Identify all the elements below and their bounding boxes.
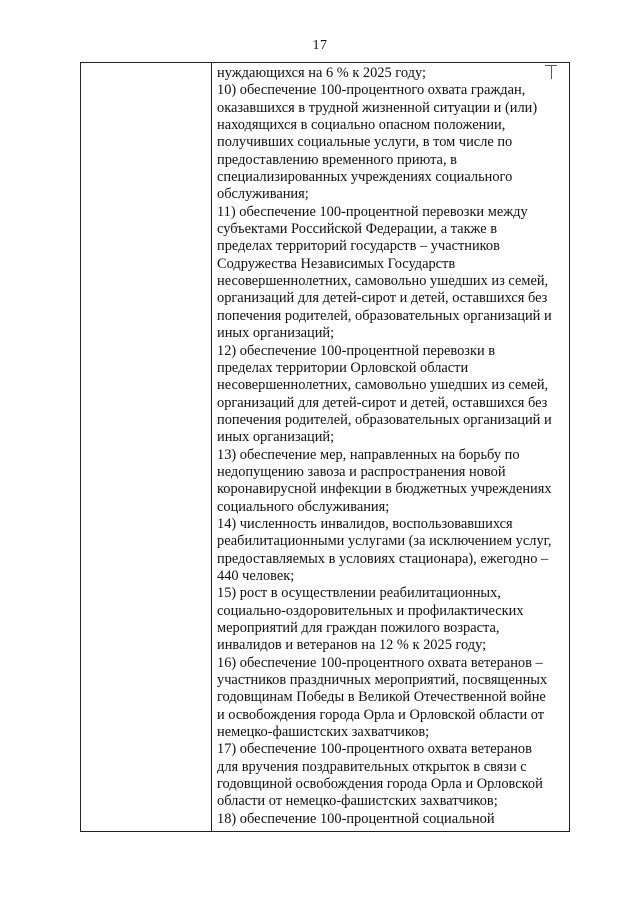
text-line: получивших социальные услуги, в том числе по: [217, 134, 513, 151]
text-line: социального обслуживания;: [217, 498, 390, 515]
text-line: мероприятий для граждан пожилого возраста,: [217, 620, 500, 636]
text-line: 18) обеспечение 100-процентной социальной: [217, 810, 495, 827]
text-line: 12) обеспечение 100-процентной перевозки в: [217, 342, 496, 359]
scan-mark: [545, 65, 557, 79]
text-line: иных организаций;: [217, 325, 335, 342]
text-line: области от немецко-фашистских захватчиков;: [217, 793, 498, 810]
text-line: 10) обеспечение 100-процентного охвата граждан,: [217, 82, 526, 99]
text-line: Содружества Независимых Государств: [217, 255, 456, 272]
table-right-column: [212, 63, 569, 831]
text-line: инвалидов и ветеранов на 12 % к 2025 году;: [217, 637, 487, 654]
text-line: несовершеннолетних, самовольно ушедших из семей,: [217, 273, 549, 290]
text-line: предоставляемых в условиях стационара), ежегодно –: [217, 550, 549, 567]
text-line: иных организаций;: [217, 429, 335, 446]
text-line: 13) обеспечение мер, направленных на борьбу по: [217, 446, 520, 463]
text-line: 14) численность инвалидов, воспользовавшихся: [217, 515, 513, 532]
document-table: [80, 62, 570, 832]
text-line: нуждающихся на 6 % к 2025 году;: [217, 65, 426, 81]
text-line: находящихся в социально опасном положении,: [217, 117, 506, 134]
text-line: недопущению завоза и распространения новой: [217, 463, 506, 480]
text-line: годовщиной освобождения города Орла и Орловской: [217, 776, 543, 793]
text-line: годовщинам Победы в Великой Отечественной войне: [217, 689, 546, 706]
text-line: пределах территории Орловской области: [217, 359, 469, 376]
text-line: 440 человек;: [217, 567, 295, 584]
text-line: организаций для детей-сирот и детей, оставшихся без: [217, 394, 548, 411]
text-line: попечения родителей, образовательных организаций и: [217, 411, 552, 428]
text-line: участников праздничных мероприятий, посвященных: [217, 672, 548, 689]
text-line: 11) обеспечение 100-процентной перевозки между: [217, 203, 528, 220]
text-line: оказавшихся в трудной жизненной ситуации и (или): [217, 99, 538, 116]
text-line: и освобождения города Орла и Орловской области от: [217, 706, 545, 723]
text-line: несовершеннолетних, самовольно ушедших из семей,: [217, 377, 549, 394]
text-line: попечения родителей, образовательных организаций и: [217, 307, 552, 324]
text-line: пределах территорий государств – участников: [217, 238, 500, 255]
text-line: субъектами Российской Федерации, а также в: [217, 221, 498, 238]
text-line: социально-оздоровительных и профилактических: [217, 602, 524, 619]
text-line: обслуживания;: [217, 186, 309, 203]
text-line: 16) обеспечение 100-процентного охвата ветеранов –: [217, 654, 543, 671]
text-line: 17) обеспечение 100-процентного охвата ветеранов: [217, 741, 532, 758]
text-line: реабилитационными услугами (за исключением услуг,: [217, 533, 552, 550]
text-line: 15) рост в осуществлении реабилитационных,: [217, 585, 501, 602]
text-line: для вручения поздравительных открыток в связи с: [217, 758, 527, 775]
text-line: организаций для детей-сирот и детей, оставшихся без: [217, 290, 548, 307]
table-left-column: [81, 63, 212, 831]
text-line: предоставлению временного приюта, в: [217, 151, 457, 168]
text-line: немецко-фашистских захватчиков;: [217, 724, 430, 741]
page-number: 17: [312, 38, 328, 53]
text-line: коронавирусной инфекции в бюджетных учреждениях: [217, 481, 552, 498]
text-line: специализированных учреждениях социального: [217, 169, 513, 186]
